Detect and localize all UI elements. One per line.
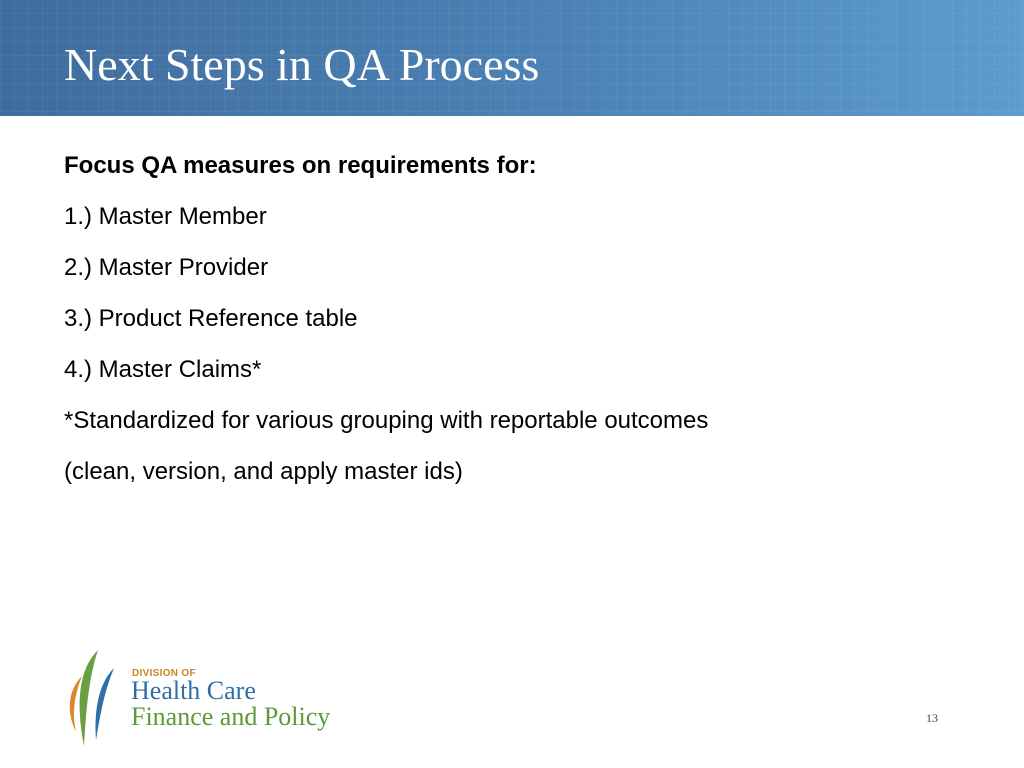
footnote: *Standardized for various grouping with reportable outcomes (64, 407, 709, 434)
logo-division-text: DIVISION OF (132, 668, 196, 679)
logo-health-care-text: Health Care (131, 676, 256, 705)
body-lead: Focus QA measures on requirements for: (64, 152, 537, 179)
organization-logo (64, 646, 334, 750)
list-item: 4.) Master Claims* (64, 356, 262, 383)
list-item: 2.) Master Provider (64, 254, 269, 281)
footnote-continued: (clean, version, and apply master ids) (64, 458, 463, 485)
logo-leaf-icon (64, 646, 124, 750)
title-bar (0, 0, 1024, 116)
list-item: 3.) Product Reference table (64, 305, 358, 332)
slide-body (64, 147, 964, 504)
logo-finance-policy-text: Finance and Policy (131, 702, 331, 731)
list-item: 1.) Master Member (64, 203, 267, 230)
slide-title: Next Steps in QA Process (64, 39, 540, 90)
page-number: 13 (926, 711, 938, 725)
